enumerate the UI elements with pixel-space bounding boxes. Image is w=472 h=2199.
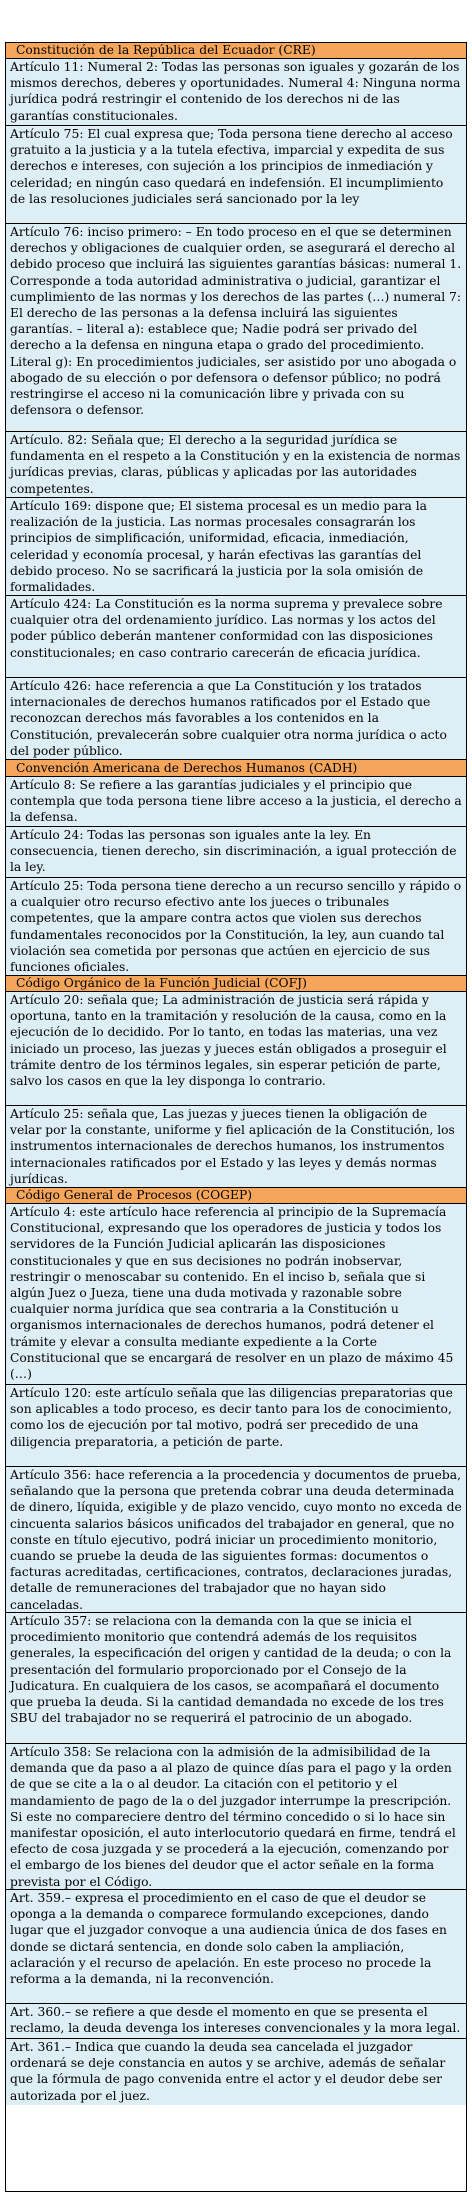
table-row: Artículo 76: inciso primero: – En todo proceso en el que se determinen derechos y obligaciones de cualquier orden, se asegurará el derecho al debido proceso que incluirá las siguientes garantías básicas: numeral 1. Corresponde a toda autoridad administrativa o judicial, garantizar el cumplimiento de las normas y los derechos de las partes (…) numeral 7: El derecho de las personas a la defensa incluirá las siguientes garantías. – literal a): establece que; Nadie podrá ser privado del derecho a la defensa en ninguna etapa o grado del procedimiento. Literal g): En procedimientos judiciales, ser asistido por uno abogada o abogado de su elección o por defensora o defensor público; no podrá restringirse el acceso ni la comunicación libre y privada con su defensora o defensor. xyxy=(6,224,466,432)
table-row: Artículo. 82: Señala que; El derecho a la seguridad jurídica se fundamenta en el respeto a la Constitución y en la existencia de normas jurídicas previas, claras, públicas y aplicadas por las autoridades competentes. xyxy=(6,432,466,498)
table-row: Artículo 120: este artículo señala que las diligencias preparatorias que son aplicables a todo proceso, es decir tanto para los de conocimiento, como los de ejecución por tal motivo, podrá ser precedido de una diligencia preparatoria, a petición de parte. xyxy=(6,1385,466,1467)
table-row: Artículo 169: dispone que; El sistema procesal es un medio para la realización de la justicia. Las normas procesales consagrarán los principios de simplificación, uniformidad, eficacia, inmediación, celeridad y economía procesal, y harán efectivas las garantías del debido proceso. No se sacrificará la justicia por la sola omisión de formalidades. xyxy=(6,498,466,596)
section-header-cofj: Código Orgánico de la Función Judicial (COFJ) xyxy=(6,976,466,992)
section-header-cogep: Código General de Procesos (COGEP) xyxy=(6,1188,466,1204)
section-header-cadh: Convención Americana de Derechos Humanos (CADH) xyxy=(6,760,466,777)
table-row: Artículo 11: Numeral 2: Todas las personas son iguales y gozarán de los mismos derechos, deberes y oportunidades. Numeral 4: Ninguna norma jurídica podrá restringir el contenido de los derechos ni de las garantías constitucionales. xyxy=(6,59,466,126)
table-row: Artículo 426: hace referencia a que La Constitución y los tratados internacionales de derechos humanos ratificados por el Estado que reconozcan derechos más favorables a los contenidos en la Constitución, prevalecerán sobre cualquier otra norma jurídica o acto del poder público. xyxy=(6,678,466,760)
table-row: Artículo 358: Se relaciona con la admisión de la admisibilidad de la demanda que da paso a al plazo de quince días para el pago y la orden de que se cite a la o al deudor. La citación con el petitorio y el mandamiento de pago de la o del juzgador interrumpe la prescripción. Si este no compareciere dentro del término concedido o si lo hace sin manifestar oposición, el auto interlocutorio quedará en firme, tendrá el efecto de cosa juzgada y se procederá a la ejecución, comenzando por el embargo de los bienes del deudor que el actor señale en la forma prevista por el Código. xyxy=(6,1744,466,1890)
table-row: Art. 359.– expresa el procedimiento en el caso de que el deudor se oponga a la demanda o comparece formulando excepciones, dando lugar que el juzgador convoque a una audiencia única de dos fases en donde se dictará sentencia, en donde solo caben la ampliación, aclaración y el recurso de apelación. En este proceso no procede la reforma a la demanda, ni la reconvención. xyxy=(6,1890,466,2004)
table-row: Artículo 4: este artículo hace referencia al principio de la Supremacía Constitucional, expresando que los operadores de justicia y todos los servidores de la Función Judicial aplicarán las disposiciones constitucionales y que en sus decisiones no podrán inobservar, restringir o menoscabar su contenido. En el inciso b, señala que si algún Juez o Jueza, tiene una duda motivada y razonable sobre cualquier norma jurídica que sea contraria a la Constitución u organismos internacionales de derechos humanos, podrá detener el trámite y elevar a consulta mediante expediente a la Corte Constitucional que se encargará de resolver en un plazo de máximo 45 (…) xyxy=(6,1204,466,1385)
table-row: Artículo 25: Toda persona tiene derecho a un recurso sencillo y rápido o a cualquier otro recurso efectivo ante los jueces o tribunales competentes, que la ampare contra actos que violen sus derechos fundamentales reconocidos por la Constitución, la ley, aun cuando tal violación sea cometida por personas que actúen en ejercicio de sus funciones oficiales. xyxy=(6,878,466,976)
table-row: Artículo 8: Se refiere a las garantías judiciales y el principio que contempla que toda persona tiene libre acceso a la justicia, el derecho a la defensa. xyxy=(6,777,466,827)
table-row: Artículo 357: se relaciona con la demanda con la que se inicia el procedimiento monitorio que contendrá además de los requisitos generales, la especificación del origen y cantidad de la deuda; o con la presentación del formulario proporcionado por el Consejo de la Judicatura. En cualquiera de los casos, se acompañará el documento que prueba la deuda. Si la cantidad demandada no excede de los tres SBU del trabajador no se requerirá el patrocinio de un abogado. xyxy=(6,1613,466,1744)
table-row: Art. 361.– Indica que cuando la deuda sea cancelada el juzgador ordenará se deje constancia en autos y se archive, además de señalar que la fórmula de pago convenida entre el actor y el deudor debe ser autorizada por el juez. xyxy=(6,2039,466,2105)
legal-framework-table xyxy=(5,42,467,2192)
table-row: Art. 360.– se refiere a que desde el momento en que se presenta el reclamo, la deuda devenga los intereses convencionales y la mora legal. xyxy=(6,2004,466,2039)
section-header-cre: Constitución de la República del Ecuador (CRE) xyxy=(6,43,466,59)
table-row: Artículo 20: señala que; La administración de justicia será rápida y oportuna, tanto en la tramitación y resolución de la causa, como en la ejecución de lo decidido. Por lo tanto, en todas las materias, una vez iniciado un proceso, las juezas y jueces están obligados a proseguir el trámite dentro de los términos legales, sin esperar petición de parte, salvo los casos en que la ley disponga lo contrario. xyxy=(6,992,466,1106)
table-row: Artículo 356: hace referencia a la procedencia y documentos de prueba, señalando que la persona que pretenda cobrar una deuda determinada de dinero, líquida, exigible y de plazo vencido, cuyo monto no exceda de cincuenta salarios básicos unificados del trabajador en general, que no conste en título ejecutivo, podrá iniciar un procedimiento monitorio, cuando se pruebe la deuda de las siguientes formas: documentos o facturas acreditadas, certificaciones, contratos, declaraciones juradas, detalle de remuneraciones del trabajador que no hayan sido canceladas. xyxy=(6,1467,466,1613)
table-row: Artículo 75: El cual expresa que; Toda persona tiene derecho al acceso gratuito a la justicia y a la tutela efectiva, imparcial y expedita de sus derechos e intereses, con sujeción a los principios de inmediación y celeridad; en ningún caso quedará en indefensión. El incumplimiento de las resoluciones judiciales será sancionado por la ley xyxy=(6,126,466,224)
table-row: Artículo 24: Todas las personas son iguales ante la ley. En consecuencia, tienen derecho, sin discriminación, a igual protección de la ley. xyxy=(6,827,466,878)
table-row: Artículo 424: La Constitución es la norma suprema y prevalece sobre cualquier otra del ordenamiento jurídico. Las normas y los actos del poder público deberán mantener conformidad con las disposiciones constitucionales; en caso contrario carecerán de eficacia jurídica. xyxy=(6,596,466,678)
table-row: Artículo 25: señala que, Las juezas y jueces tienen la obligación de velar por la constante, uniforme y fiel aplicación de la Constitución, los instrumentos internacionales de derechos humanos, los instrumentos internacionales ratificados por el Estado y las leyes y demás normas jurídicas. xyxy=(6,1106,466,1188)
